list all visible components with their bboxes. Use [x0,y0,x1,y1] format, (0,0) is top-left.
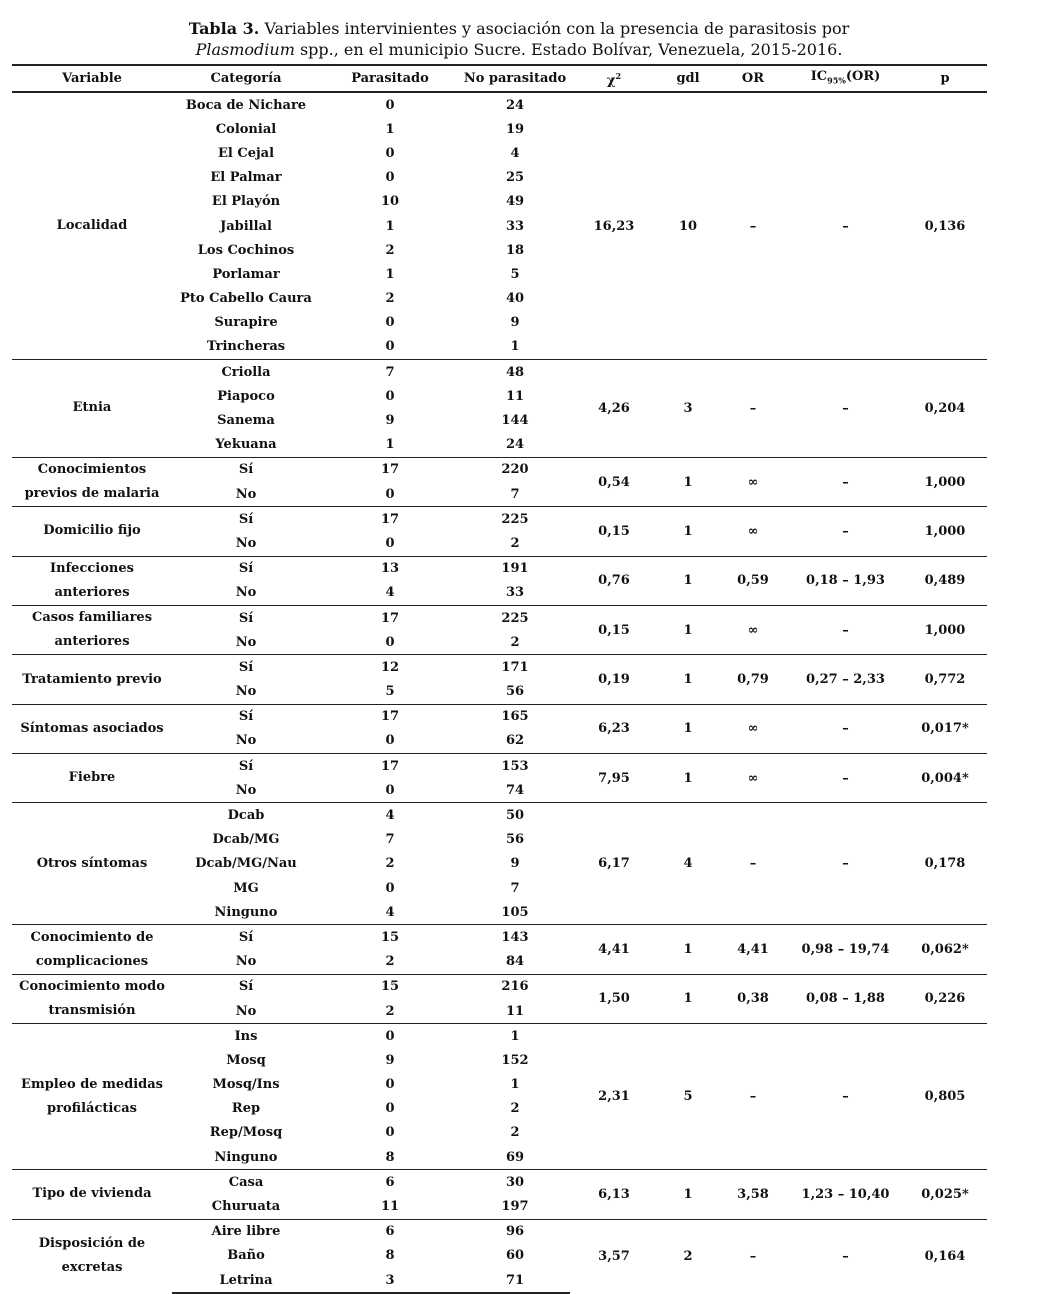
cell-parasitado: 0 [385,733,395,749]
cell-no-parasitado: 5 [510,266,520,282]
cell-gdl: 1 [658,457,718,506]
cell-parasitado: 0 [385,535,395,551]
cell-no-parasitado: 4 [510,145,520,161]
cell-gdl: 1 [658,974,718,1023]
cell-parasitado: 6 [320,1170,460,1195]
cell-variable: Casos familiares anteriores [12,605,172,654]
cell-parasitado: 7 [385,832,395,848]
cell-no-parasitado: 96 [460,1219,570,1244]
cell-no-parasitado: 2 [510,1125,520,1141]
cell-p: 1,000 [903,507,987,556]
cell-categoria: Sí [172,655,320,680]
caption-line2-text: spp., en el municipio Sucre. Estado Bolívar, Venezuela, 2015-2016. [299,40,843,59]
cell-parasitado: 0 [385,388,395,404]
cell-parasitado: 0 [385,1125,395,1141]
cell-categoria: No [235,634,257,650]
cell-ic: 0,27 – 2,33 [788,655,903,704]
cell-variable: Conocimiento modo transmisión [12,974,172,1023]
cell-chi2: 3,57 [570,1219,658,1293]
cell-categoria: Sí [172,925,320,950]
cell-no-parasitado: 197 [501,1199,529,1215]
cell-categoria: Boca de Nichare [185,97,307,113]
cell-gdl: 1 [658,605,718,654]
table-row [12,974,987,999]
cell-categoria: Casa [172,1170,320,1195]
header-chi2-sup: 2 [615,70,622,81]
cell-no-parasitado: 71 [460,1268,570,1293]
cell-or: 0,38 [718,974,788,1023]
cell-categoria: Dcab/MG/Nau [195,856,297,872]
cell-parasitado: 1 [385,437,395,453]
cell-no-parasitado: 30 [460,1170,570,1195]
cell-categoria: Sí [172,754,320,779]
cell-parasitado: 0 [385,339,395,355]
table-row [12,925,987,950]
cell-no-parasitado: 84 [505,954,525,970]
cell-chi2: 4,41 [570,925,658,974]
cell-parasitado: 10 [380,194,400,210]
cell-p: 0,489 [903,556,987,605]
table-row [12,1219,987,1244]
header-p: p [903,65,987,92]
header-ic-rest: (OR) [845,68,881,84]
cell-parasitado: 12 [320,655,460,680]
cell-chi2: 1,50 [570,974,658,1023]
cell-variable: Conocimiento de complicaciones [12,925,172,974]
cell-categoria: No [235,585,257,601]
caption-line-2 [0,39,1038,60]
cell-ic: – [788,803,903,925]
cell-categoria: El Playón [211,194,281,210]
table-row [12,1024,987,1049]
cell-p: 1,000 [903,605,987,654]
cell-no-parasitado: 33 [505,585,525,601]
cell-parasitado: 2 [385,856,395,872]
cell-no-parasitado: 143 [460,925,570,950]
cell-no-parasitado: 220 [460,457,570,482]
cell-chi2: 16,23 [593,218,635,234]
cell-categoria: No [235,782,257,798]
cell-p: 1,000 [903,457,987,506]
cell-or: ∞ [718,704,788,753]
cell-categoria: Baño [227,1248,265,1264]
cell-chi2: 4,26 [570,360,658,458]
cell-parasitado: 0 [385,486,395,502]
cell-no-parasitado: 152 [501,1052,529,1068]
cell-no-parasitado: 105 [501,904,529,920]
cell-or: 0,59 [718,556,788,605]
cell-parasitado: 17 [320,605,460,630]
cell-ic: – [842,218,849,234]
table-row [12,457,987,482]
cell-parasitado: 0 [385,315,395,331]
cell-ic: – [788,360,903,458]
cell-no-parasitado: 24 [505,97,525,113]
cell-no-parasitado: 19 [505,121,525,137]
cell-gdl: 4 [658,803,718,925]
cell-categoria: Dcab/MG [212,832,280,848]
cell-no-parasitado: 225 [460,507,570,532]
cell-parasitado: 0 [385,145,395,161]
cell-categoria: Mosq/Ins [212,1077,280,1093]
cell-or: – [749,218,757,234]
cell-parasitado: 6 [320,1219,460,1244]
cell-gdl: 1 [658,1170,718,1219]
cell-ic: – [788,1219,903,1293]
cell-no-parasitado: 60 [505,1248,525,1264]
cell-variable: Conocimientos previos de malaria [12,457,172,506]
table-row [12,360,987,385]
cell-ic: 0,98 – 19,74 [788,925,903,974]
cell-no-parasitado: 74 [505,782,525,798]
cell-chi2: 0,19 [570,655,658,704]
table-row [12,704,987,729]
cell-parasitado: 11 [380,1199,400,1215]
cell-categoria: Sí [172,704,320,729]
cell-categoria: Letrina [172,1268,320,1293]
cell-parasitado: 9 [385,1052,395,1068]
cell-parasitado: 0 [385,1101,395,1117]
cell-no-parasitado: 1 [460,1024,570,1049]
cell-variable: Disposición de excretas [12,1219,172,1293]
cell-gdl: 10 [678,218,698,234]
cell-p: 0,204 [903,360,987,458]
cell-no-parasitado: 225 [460,605,570,630]
cell-no-parasitado: 50 [460,803,570,828]
cell-categoria: Jabillal [220,218,272,234]
cell-categoria: Sí [172,556,320,581]
cell-p: 0,017* [903,704,987,753]
cell-no-parasitado: 11 [505,1003,525,1019]
cell-chi2: 0,15 [570,605,658,654]
cell-no-parasitado: 48 [460,360,570,385]
table-row [12,92,987,117]
header-chi2 [570,65,658,92]
table-row [12,803,987,828]
cell-variable: Otros síntomas [12,803,172,925]
cell-no-parasitado: 165 [460,704,570,729]
cell-or: ∞ [718,507,788,556]
cell-p: 0,136 [924,218,966,234]
table-row [12,655,987,680]
cell-no-parasitado: 62 [505,733,525,749]
cell-no-parasitado: 33 [505,218,525,234]
header-variable: Variable [12,65,172,92]
cell-parasitado: 1 [385,266,395,282]
cell-gdl: 3 [658,360,718,458]
cell-categoria: Sanema [217,413,275,429]
cell-ic: – [788,507,903,556]
cell-parasitado: 4 [320,803,460,828]
cell-parasitado: 1 [385,218,395,234]
cell-gdl: 1 [658,556,718,605]
cell-no-parasitado: 56 [505,832,525,848]
cell-gdl: 2 [658,1219,718,1293]
cell-p: 0,772 [903,655,987,704]
table-row [12,507,987,532]
cell-parasitado: 0 [385,634,395,650]
cell-categoria: El Cejal [217,145,275,161]
cell-or: 4,41 [718,925,788,974]
caption-label: Tabla 3. [188,19,260,38]
cell-or: – [718,360,788,458]
cell-categoria: Ninguno [214,1149,278,1165]
header-no-parasitado: No parasitado [460,65,570,92]
cell-parasitado: 8 [385,1248,395,1264]
cell-parasitado: 7 [320,360,460,385]
cell-categoria: Piapoco [217,388,275,404]
cell-chi2: 6,23 [570,704,658,753]
caption-genus: Plasmodium [195,40,295,59]
header-gdl: gdl [658,65,718,92]
cell-categoria: Pto Cabello Caura [180,291,312,307]
cell-no-parasitado: 25 [505,170,525,186]
cell-parasitado: 17 [320,754,460,779]
cell-parasitado: 5 [385,684,395,700]
cell-p: 0,164 [903,1219,987,1293]
cell-no-parasitado: 2 [510,1101,520,1117]
cell-categoria: Colonial [215,121,277,137]
cell-p: 0,226 [903,974,987,1023]
results-table [12,64,987,1294]
cell-parasitado: 2 [385,954,395,970]
cell-parasitado: 4 [385,585,395,601]
cell-no-parasitado: 69 [505,1149,525,1165]
header-row [12,65,987,92]
cell-or: ∞ [718,754,788,803]
cell-or: – [718,803,788,925]
cell-no-parasitado: 191 [460,556,570,581]
cell-ic: 0,18 – 1,93 [788,556,903,605]
table-row [12,1170,987,1195]
cell-no-parasitado: 7 [510,880,520,896]
cell-parasitado: 0 [385,782,395,798]
cell-categoria: Churuata [211,1199,281,1215]
cell-no-parasitado: 11 [505,388,525,404]
cell-gdl: 5 [658,1024,718,1170]
cell-or: ∞ [718,457,788,506]
header-categoria: Categoría [172,65,320,92]
cell-or: 3,58 [718,1170,788,1219]
cell-categoria: No [235,1003,257,1019]
cell-parasitado: 0 [320,1024,460,1049]
cell-gdl: 1 [658,925,718,974]
cell-parasitado: 17 [320,457,460,482]
cell-variable: Etnia [12,360,172,458]
cell-variable: Localidad [56,218,128,234]
cell-ic: – [788,754,903,803]
cell-gdl: 1 [658,507,718,556]
cell-parasitado: 13 [320,556,460,581]
cell-variable: Fiebre [12,754,172,803]
cell-ic: – [788,1024,903,1170]
cell-p: 0,004* [903,754,987,803]
cell-categoria: Ins [172,1024,320,1049]
cell-gdl: 1 [658,704,718,753]
cell-parasitado: 8 [385,1149,395,1165]
cell-parasitado: 15 [320,925,460,950]
cell-parasitado: 15 [320,974,460,999]
cell-no-parasitado: 18 [505,242,525,258]
cell-categoria: No [235,684,257,700]
cell-p: 0,062* [903,925,987,974]
cell-no-parasitado: 7 [510,486,520,502]
cell-no-parasitado: 171 [460,655,570,680]
header-ic [788,65,903,92]
cell-parasitado: 9 [385,413,395,429]
cell-categoria: Sí [172,974,320,999]
caption-line1-text: Variables intervinientes y asociación con la presencia de parasitosis por [264,19,850,38]
cell-variable: Tratamiento previo [12,655,172,704]
header-chi2-symbol: χ [606,73,616,89]
cell-categoria: Criolla [172,360,320,385]
cell-no-parasitado: 1 [510,1077,520,1093]
cell-no-parasitado: 2 [510,634,520,650]
cell-no-parasitado: 2 [510,535,520,551]
cell-categoria: Rep [231,1101,261,1117]
cell-parasitado: 0 [385,170,395,186]
cell-categoria: Sí [172,605,320,630]
cell-p: 0,025* [903,1170,987,1219]
cell-chi2: 0,54 [570,457,658,506]
cell-variable: Tipo de vivienda [12,1170,172,1219]
cell-parasitado: 3 [320,1268,460,1293]
cell-variable: Infecciones anteriores [12,556,172,605]
cell-categoria: No [235,954,257,970]
cell-ic: 0,08 – 1,88 [788,974,903,1023]
cell-p: 0,178 [903,803,987,925]
cell-gdl: 1 [658,655,718,704]
cell-gdl: 1 [658,754,718,803]
table-body [12,92,987,1293]
cell-parasitado: 4 [385,904,395,920]
header-or: OR [718,65,788,92]
cell-chi2: 2,31 [570,1024,658,1170]
table-caption [0,18,1038,60]
header-parasitado: Parasitado [320,65,460,92]
table-row [12,556,987,581]
cell-categoria: No [235,535,257,551]
cell-no-parasitado: 9 [510,315,520,331]
cell-chi2: 6,17 [570,803,658,925]
cell-or: – [718,1024,788,1170]
cell-parasitado: 0 [385,97,395,113]
cell-no-parasitado: 216 [460,974,570,999]
cell-parasitado: 0 [385,1077,395,1093]
cell-chi2: 6,13 [570,1170,658,1219]
cell-parasitado: 0 [385,880,395,896]
cell-categoria: Los Cochinos [197,242,295,258]
cell-or: 0,79 [718,655,788,704]
cell-categoria: Dcab [172,803,320,828]
cell-parasitado: 17 [320,507,460,532]
cell-or: ∞ [718,605,788,654]
cell-parasitado: 1 [385,121,395,137]
cell-categoria: No [235,733,257,749]
cell-parasitado: 2 [385,1003,395,1019]
cell-no-parasitado: 40 [505,291,525,307]
cell-parasitado: 2 [385,291,395,307]
cell-ic: – [788,605,903,654]
cell-variable: Síntomas asociados [12,704,172,753]
cell-no-parasitado: 24 [505,437,525,453]
header-ic-sub: 95% [827,75,846,86]
table-row [12,754,987,779]
cell-variable: Domicilio fijo [12,507,172,556]
cell-no-parasitado: 49 [505,194,525,210]
cell-categoria: Ninguno [214,904,278,920]
cell-categoria: Mosq [226,1052,266,1068]
cell-parasitado: 2 [385,242,395,258]
cell-no-parasitado: 56 [505,684,525,700]
cell-variable: Empleo de medidas profilácticas [12,1024,172,1170]
cell-no-parasitado: 9 [510,856,520,872]
cell-p: 0,805 [903,1024,987,1170]
caption-line-1 [0,18,1038,39]
cell-ic: – [788,704,903,753]
cell-categoria: MG [233,880,259,896]
cell-parasitado: 17 [320,704,460,729]
cell-categoria: No [235,486,257,502]
cell-categoria: Porlamar [212,266,280,282]
cell-ic: 1,23 – 10,40 [788,1170,903,1219]
cell-chi2: 0,15 [570,507,658,556]
cell-categoria: Sí [172,507,320,532]
cell-ic: – [788,457,903,506]
cell-no-parasitado: 1 [510,339,520,355]
cell-chi2: 7,95 [570,754,658,803]
header-ic-main: IC [810,68,828,84]
cell-categoria: Yekuana [215,437,277,453]
cell-categoria: Rep/Mosq [209,1125,283,1141]
cell-no-parasitado: 144 [501,413,529,429]
table-row [12,605,987,630]
cell-categoria: Sí [172,457,320,482]
cell-categoria: El Palmar [210,170,282,186]
cell-no-parasitado: 153 [460,754,570,779]
cell-chi2: 0,76 [570,556,658,605]
cell-categoria: Aire libre [172,1219,320,1244]
cell-categoria: Trincheras [206,339,286,355]
cell-or: – [718,1219,788,1293]
cell-categoria: Surapire [214,315,278,331]
